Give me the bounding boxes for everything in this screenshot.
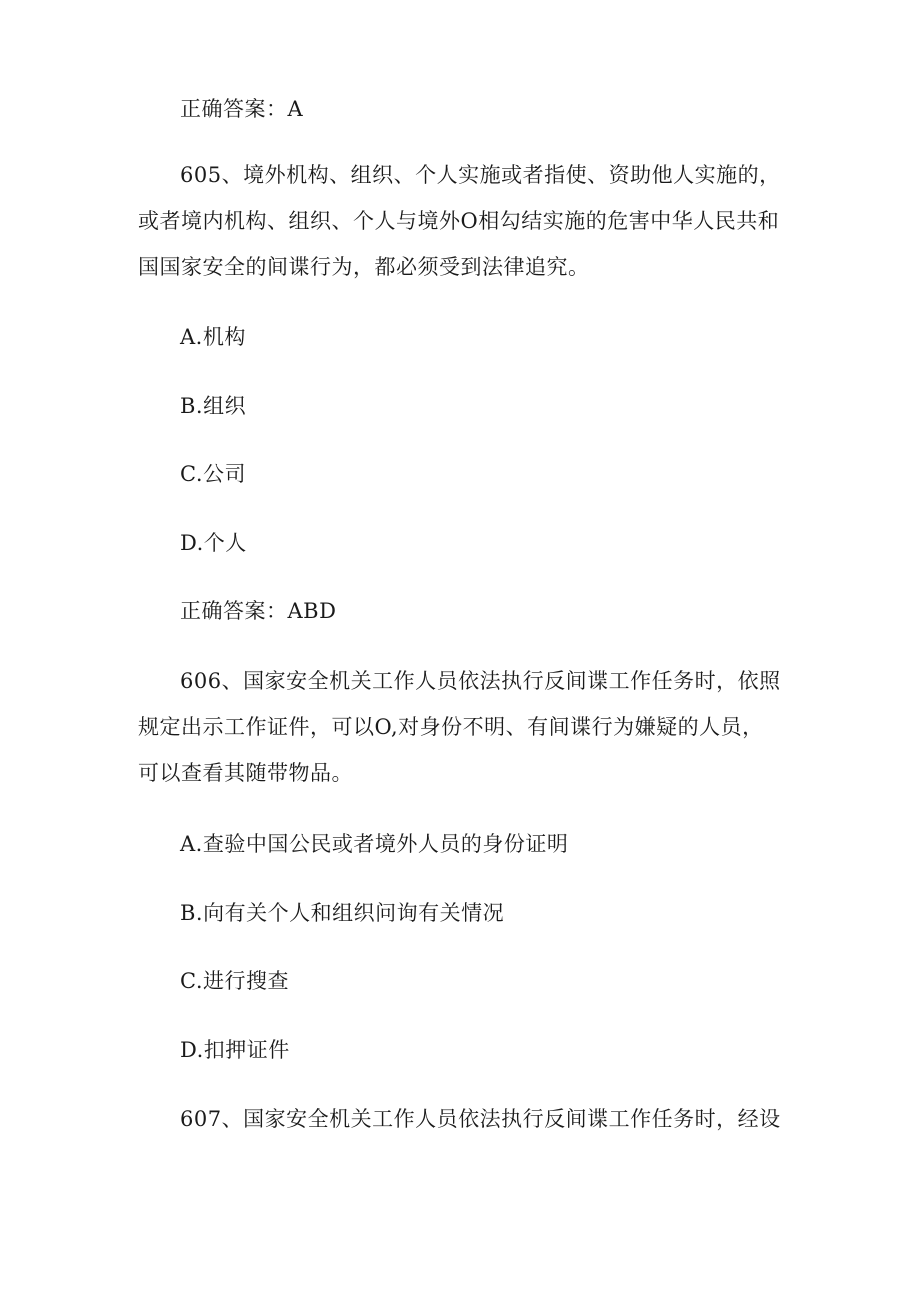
- question-605-option-a: A.机构: [180, 325, 246, 349]
- question-605-option-d: D.个人: [180, 531, 247, 555]
- question-606-option-c: C.进行搜查: [180, 969, 289, 993]
- question-605-line-2: 或者境内机构、组织、个人与境外O相勾结实施的危害中华人民共和: [138, 209, 780, 233]
- question-606-option-d: D.扣押证件: [180, 1038, 290, 1062]
- question-606-line-3: 可以查看其随带物品。: [138, 761, 353, 785]
- question-606-option-b: B.向有关个人和组织问询有关情况: [180, 901, 505, 925]
- question-606-line-2: 规定出示工作证件，可以O,对身份不明、有间谍行为嫌疑的人员，: [138, 715, 764, 739]
- question-605-option-c: C.公司: [180, 462, 246, 486]
- question-606-line-1: 606、国家安全机关工作人员依法执行反间谍工作任务时，依照: [180, 669, 781, 693]
- question-605-line-1: 605、境外机构、组织、个人实施或者指使、资助他人实施的，: [180, 163, 781, 187]
- answer-605: 正确答案：ABD: [180, 599, 337, 623]
- question-605-option-b: B.组织: [180, 394, 247, 418]
- question-605-line-3: 国国家安全的间谍行为，都必须受到法律追究。: [138, 255, 590, 279]
- answer-604: 正确答案：A: [180, 97, 304, 121]
- question-607-line-1: 607、国家安全机关工作人员依法执行反间谍工作任务时，经设: [180, 1107, 781, 1131]
- question-606-option-a: A.查验中国公民或者境外人员的身份证明: [180, 832, 569, 856]
